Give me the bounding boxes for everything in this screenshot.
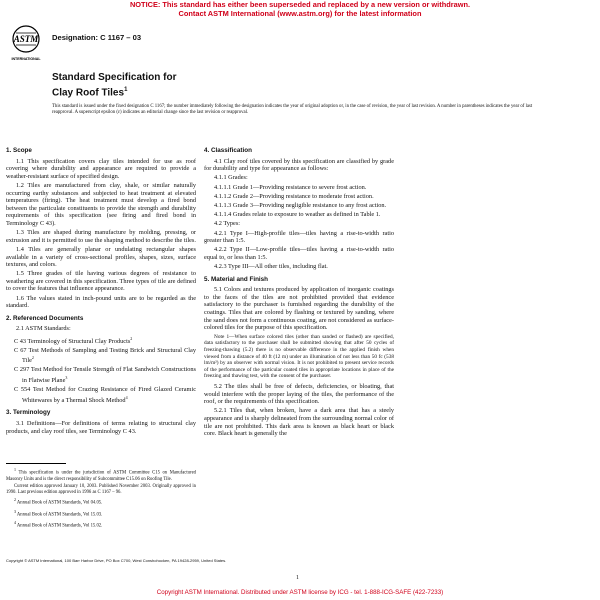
left-column bbox=[6, 142, 196, 531]
intro-paragraph: This standard is issued under the fixed designation C 1167; the number immediately following the designation indicates the year of original adoption or, in the case of revision, the year of last revision. A number in parentheses indicates the year of last reapproval. A superscript epsilon (ε) indicates an editorial change since the last revision or reapproval. bbox=[52, 104, 533, 116]
para-1-5: 1.5 Three grades of tile having various degrees of resistance to weathering are covered in this specification. Three types of tile are defined to cover the features that influence appearance. bbox=[6, 270, 196, 293]
footnote-ref: 4 bbox=[125, 394, 128, 400]
reference-item bbox=[6, 366, 196, 384]
footnote-marker: 4 bbox=[14, 519, 16, 525]
para-2-1: 2.1 ASTM Standards: bbox=[16, 325, 71, 333]
astm-logo-icon bbox=[10, 24, 42, 62]
designation: Designation: C 1167 – 03 bbox=[52, 33, 142, 42]
logo-text: ASTM bbox=[13, 34, 39, 44]
section-heading-classification: 4. Classification bbox=[204, 147, 252, 154]
para-4-2-1: 4.2.1 Type I—High-profile tiles—tiles having a rise-to-width ratio greater than 1:5. bbox=[204, 229, 394, 245]
para-1-1: 1.1 This specification covers clay tiles intended for use as roof covering where durability and appearance are required to provide a weather-resistant surface of specified design. bbox=[6, 157, 196, 180]
notice-line-2: Contact ASTM International (www.astm.org) for the latest information bbox=[178, 9, 422, 18]
reference-item bbox=[6, 347, 196, 365]
para-1-2: 1.2 Tiles are manufactured from clay, shale, or similar naturally occurring earthy substances and subjected to heat treatment at elevated temperatures (firing). The heat treatment must develop a fired bond between the particulate constituents to provide the strength and durability requirements of this specification (see firing and fired bond in Terminology C 43). bbox=[6, 181, 196, 227]
footnote-2 bbox=[6, 497, 196, 506]
footnote-1 bbox=[6, 467, 196, 482]
reference-text: C 67 Test Methods of Sampling and Testing Brick and Structural Clay Tile bbox=[14, 346, 196, 365]
para-4-1-1-3: 4.1.1.3 Grade 3—Providing negligible resistance to any frost action. bbox=[214, 201, 387, 209]
para-1-4: 1.4 Tiles are generally planar or undulating rectangular shapes available in a variety of cross-sectional profiles, shapes, sizes, surface textures, and colors. bbox=[6, 245, 196, 269]
footnote-1b: Current edition approved January 10, 2003. Published November 2003. Originally approved in 1990. Last previous edition approved in 1996 as C 1167 – 96. bbox=[6, 484, 196, 495]
supersede-notice bbox=[0, 0, 600, 18]
para-5-1: 5.1 Colors and textures produced by application of inorganic coatings to the faces of the tiles are not prohibited provided that evidence satisfactory to the purchaser is furnished regarding the durability of the coatings. Tiles that are colored by flashing or textured by sanding, where the sand does not form a continuous coating, are not considered as surface-colored tiles for the purpose of this specification. bbox=[204, 286, 394, 332]
footnote-text: Annual Book of ASTM Standards, Vol 15.03. bbox=[16, 512, 103, 518]
footnote-marker: 1 bbox=[14, 467, 16, 473]
footnote-3 bbox=[6, 509, 196, 518]
reference-item bbox=[6, 386, 196, 404]
para-4-1-1-4: 4.1.1.4 Grades relate to exposure to weather as defined in Table 1. bbox=[214, 211, 381, 219]
para-3-1: 3.1 Definitions—For definitions of terms relating to structural clay products, and clay roof tiles, see Terminology C 43. bbox=[6, 419, 196, 435]
footnote-ref: 2 bbox=[31, 355, 34, 361]
section-heading-terminology: 3. Terminology bbox=[6, 409, 51, 417]
footnote-ref: 3 bbox=[65, 374, 68, 380]
para-5-2: 5.2 The tiles shall be free of defects, deficiencies, or bloating, that would interfere with the proper laying of the tiles, the performance of the roof, or the requirements of this specification. bbox=[204, 382, 394, 406]
footnote-text: This specification is under the jurisdiction of ASTM Committee C15 on Manufactured Masonry Units and is the direct responsibility of Subcommittee C15.06 on Roofing Tile. bbox=[6, 470, 196, 482]
para-4-2: 4.2 Types: bbox=[214, 220, 241, 228]
para-4-1-1-1: 4.1.1.1 Grade 1—Providing resistance to severe frost action. bbox=[214, 183, 367, 191]
footnote-marker: 2 bbox=[14, 497, 16, 503]
footnote-text: Annual Book of ASTM Standards, Vol 15.02. bbox=[16, 523, 103, 529]
title-footnote-ref: 1 bbox=[124, 87, 128, 93]
para-1-3: 1.3 Tiles are shaped during manufacture by molding, pressing, or extrusion and it is permitted to use the shaping method to describe the tiles. bbox=[6, 229, 196, 244]
title-line-2-text: Clay Roof Tiles bbox=[52, 87, 125, 99]
para-4-1-1-2: 4.1.1.2 Grade 2—Providing resistance to moderate frost action. bbox=[214, 192, 374, 200]
section-heading-references: 2. Referenced Documents bbox=[6, 314, 84, 322]
footnote-text: Annual Book of ASTM Standards, Vol 04.05. bbox=[16, 501, 103, 507]
note-1: Note 1—When surface colored tiles (other than sanded or flashed) are specified, data satisfactory to the purchaser shall be submitted showing that after 50 cycles of freezing-thawing (5.2) there is no observable difference in the applied finish when viewed from a distance of 40 ft (12 m) under an illumination of not less than 50 fc (538 lm/m²) by an observer with normal vision. It is not prohibited to present service records of the performance of the particular coated tiles in appropriate locations in place of the freezing and thawing test, with the consent of the purchaser. bbox=[204, 333, 394, 380]
para-4-2-3: 4.2.3 Type III—All other tiles, including flat. bbox=[214, 263, 328, 271]
reference-text: C 554 Test Method for Crazing Resistance of Fired Glazed Ceramic Whitewares by a Thermal Shock Method bbox=[14, 386, 196, 404]
footnote-4 bbox=[6, 520, 196, 529]
copyright-line: Copyright © ASTM International, 100 Barr Harbor Drive, PO Box C700, West Conshohocken, PA 19428-2959, United States. bbox=[6, 558, 227, 563]
footnote-marker: 3 bbox=[14, 508, 16, 514]
right-column bbox=[204, 142, 394, 439]
reference-text: C 297 Test Method for Tensile Strength of Flat Sandwich Constructions in Flatwise Plane bbox=[14, 366, 196, 385]
para-4-2-2: 4.2.2 Type II—Low-profile tiles—tiles having a rise-to-width ratio equal to, or less than 1:5. bbox=[204, 246, 394, 261]
section-heading-material: 5. Material and Finish bbox=[204, 275, 269, 283]
license-footer: Copyright ASTM International. Distributed under ASTM license by ICG - tel. 1-888-ICG-SAFE (422-7233) bbox=[156, 589, 444, 596]
page-title bbox=[52, 72, 176, 99]
footnote-ref: 2 bbox=[130, 335, 133, 341]
para-5-2-1: 5.2.1 Tiles that, when broken, have a dark area that has a steely appearance and is sharply delineated from the surrounding normal color of tile are not prohibited. This dark area is known as black heart or black core. Black heart is generally the bbox=[204, 407, 394, 438]
notice-line-1: NOTICE: This standard has either been superseded and replaced by a new version or withdrawn. bbox=[129, 0, 471, 9]
page-number: 1 bbox=[296, 575, 299, 581]
reference-text: C 43 Terminology of Structural Clay Products bbox=[14, 337, 131, 345]
section-heading-scope: 1. Scope bbox=[6, 147, 32, 154]
para-4-1-1: 4.1.1 Grades: bbox=[214, 174, 248, 182]
footnote-divider bbox=[6, 463, 66, 464]
title-line-1: Standard Specification for bbox=[52, 72, 177, 83]
reference-item bbox=[6, 335, 196, 346]
title-line-2 bbox=[52, 84, 176, 99]
para-1-6: 1.6 The values stated in inch-pound units are to be regarded as the standard. bbox=[6, 294, 196, 310]
logo-subtext: INTERNATIONAL bbox=[11, 57, 41, 61]
para-4-1: 4.1 Clay roof tiles covered by this specification are classified by grade for durability and type for appearance as follows: bbox=[204, 157, 394, 173]
